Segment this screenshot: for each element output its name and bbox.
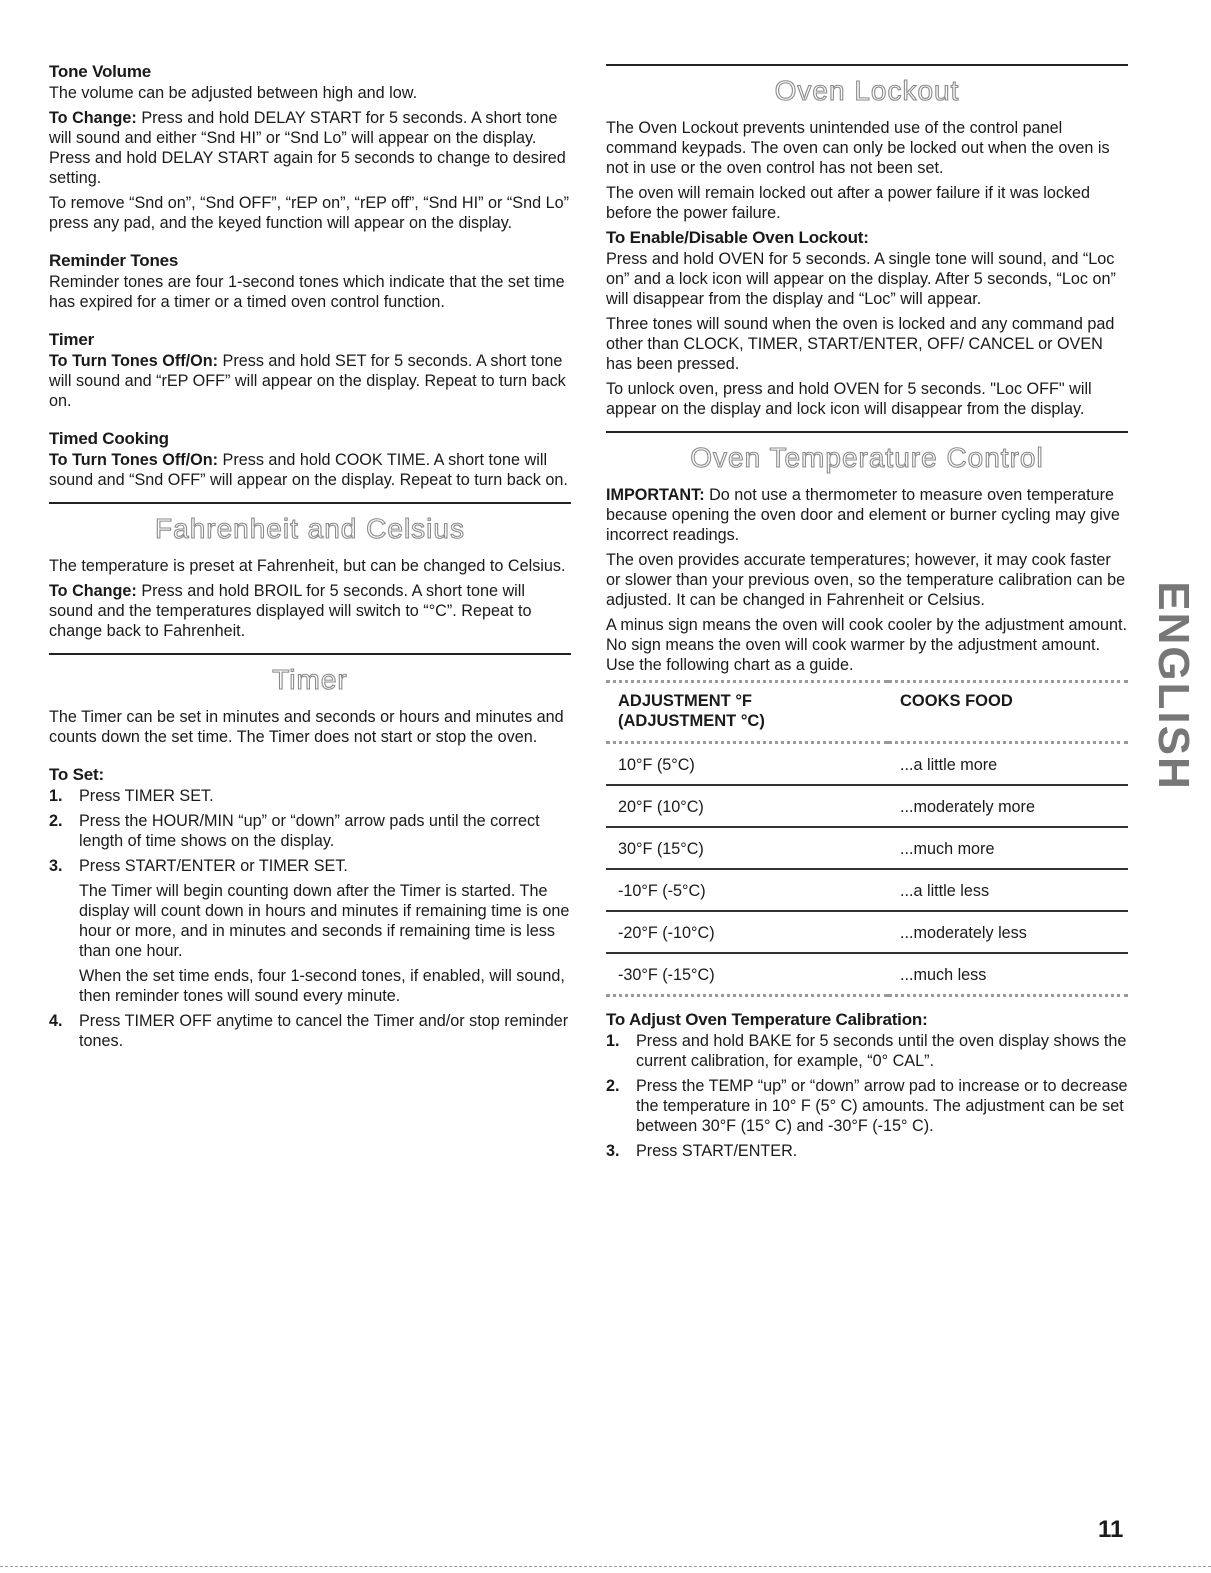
cooks-food-cell: ...a little less [888, 869, 1128, 911]
table-header-row [606, 682, 1128, 743]
cooks-food-cell: ...moderately more [888, 785, 1128, 827]
adjustment-cell: -10°F (-5°C) [606, 869, 888, 911]
step-text: Press START/ENTER. [636, 1142, 798, 1160]
step-text: Press and hold BAKE for 5 seconds until the oven display shows the current calibration, for example, “0° CAL”. [636, 1032, 1127, 1070]
lockout-p1: The Oven Lockout prevents unintended use of the control panel command keypads. The oven can only be locked out when the oven is not in use or the oven control has not been set. [606, 119, 1110, 177]
cooks-food-col-header: COOKS FOOD [888, 682, 1128, 743]
cooks-food-cell: ...moderately less [888, 911, 1128, 953]
list-item [606, 1076, 1128, 1136]
timed-cooking-lead: To Turn Tones Off/On: [49, 451, 219, 469]
adjustment-cell: 30°F (15°C) [606, 827, 888, 869]
reminder-tones-text: Reminder tones are four 1-second tones which indicate that the set time has expired for a timer or a timed oven control function. [49, 273, 565, 311]
page-bottom-edge [0, 1566, 1211, 1567]
cooks-food-cell: ...much less [888, 953, 1128, 996]
lockout-p3: Press and hold OVEN for 5 seconds. A single tone will sound, and “Loc on” and a lock icon will appear on the display. After 5 seconds, “Loc on” will disappear from the display and “Loc” will appear. [606, 250, 1116, 308]
timer-steps [49, 786, 571, 876]
table-row [606, 743, 1128, 786]
step-number: 4. [49, 1012, 63, 1030]
oven-lockout-title: Oven Lockout [774, 75, 960, 106]
timer-intro: The Timer can be set in minutes and seconds or hours and minutes and counts down the set time. The Timer does not start or stop the oven. [49, 708, 564, 746]
lockout-subheading: To Enable/Disable Oven Lockout: [606, 228, 869, 247]
table-row [606, 911, 1128, 953]
left-column [49, 62, 571, 1056]
list-item [49, 811, 571, 851]
step-number: 1. [606, 1032, 620, 1050]
fahrenheit-change-text: Press and hold BROIL for 5 seconds. A short tone will sound and the temperatures displayed will switch to “°C”. Repeat to change back to Fahrenheit. [49, 582, 532, 640]
timed-cooking-body: Press and hold COOK TIME. A short tone will sound and “Snd OFF” will appear on the display. Repeat to turn back on. [49, 451, 568, 489]
list-item [606, 1031, 1128, 1071]
list-item [49, 786, 571, 806]
timer-to-set-heading: To Set: [49, 765, 104, 784]
temp-p2: The oven provides accurate temperatures; however, it may cook faster or slower than your previous oven, so the temperature calibration can be adjusted. It can be changed in Fahrenheit or Celsius. [606, 551, 1126, 609]
fahrenheit-intro: The temperature is preset at Fahrenheit, but can be changed to Celsius. [49, 557, 566, 575]
timer-note-end: When the set time ends, four 1-second tones, if enabled, will sound, then reminder tones will sound every minute. [79, 967, 565, 1005]
step-text: Press the HOUR/MIN “up” or “down” arrow pads until the correct length of time shows on the display. [79, 812, 540, 850]
lockout-p4: Three tones will sound when the oven is locked and any command pad other than CLOCK, TIMER, START/ENTER, OFF/ CANCEL or OVEN has been pressed. [606, 315, 1115, 373]
step-text: Press START/ENTER or TIMER SET. [79, 857, 348, 875]
lockout-p5: To unlock oven, press and hold OVEN for 5 seconds. "Loc OFF" will appear on the display and lock icon will disappear from the display. [606, 380, 1092, 418]
language-tab-label: ENGLISH [1149, 581, 1199, 791]
step-text: Press TIMER SET. [79, 787, 214, 805]
temp-important [606, 485, 1128, 545]
fahrenheit-celsius-title: Fahrenheit and Celsius [155, 513, 465, 544]
timer-tones-heading: Timer [49, 330, 94, 349]
calibration-heading: To Adjust Oven Temperature Calibration: [606, 1010, 928, 1029]
divider [606, 431, 1128, 433]
right-column [606, 62, 1128, 1166]
table-row [606, 785, 1128, 827]
important-text: Do not use a thermometer to measure oven temperature because opening the oven door and element or burner cycling may give incorrect readings. [606, 486, 1120, 544]
cooks-food-cell: ...a little more [888, 743, 1128, 786]
timer-title: Timer [272, 664, 348, 695]
temp-p3: A minus sign means the oven will cook cooler by the adjustment amount. No sign means the oven will cook warmer by the adjustment amount. Use the following chart as a guide. [606, 616, 1127, 674]
divider [606, 64, 1128, 66]
adjustment-cell: 20°F (10°C) [606, 785, 888, 827]
step-number: 2. [606, 1077, 620, 1095]
step-number: 2. [49, 812, 63, 830]
divider [49, 502, 571, 504]
timed-cooking-text [49, 450, 571, 490]
list-item [49, 856, 571, 876]
page-number: 11 [1098, 1516, 1124, 1543]
timer-tones-lead: To Turn Tones Off/On: [49, 352, 219, 370]
language-side-tab [1149, 568, 1199, 804]
fahrenheit-change [49, 581, 571, 641]
adjustment-cell: 10°F (5°C) [606, 743, 888, 786]
timer-tones-text [49, 351, 571, 411]
tone-volume-heading: Tone Volume [49, 62, 152, 81]
step-text: Press the TEMP “up” or “down” arrow pad to increase or to decrease the temperature in 10° F (5° C) amounts. The adjustment can be set between 30°F (15° C) and -30°F (-15° C). [636, 1077, 1128, 1135]
tone-volume-intro: The volume can be adjusted between high and low. [49, 84, 418, 102]
table-row [606, 869, 1128, 911]
list-item [606, 1141, 1128, 1161]
calibration-steps [606, 1031, 1128, 1161]
adjustment-col-header [606, 682, 888, 743]
reminder-tones-heading: Reminder Tones [49, 251, 179, 270]
cooks-food-cell: ...much more [888, 827, 1128, 869]
tone-volume-change-lead: To Change: [49, 109, 137, 127]
adjustment-cell: -30°F (-15°C) [606, 953, 888, 996]
adjustment-cell: -20°F (-10°C) [606, 911, 888, 953]
fahrenheit-change-lead: To Change: [49, 582, 137, 600]
timed-cooking-heading: Timed Cooking [49, 429, 169, 448]
tone-volume-change [49, 108, 571, 188]
adjustment-table [606, 680, 1128, 997]
adjustment-header-f: ADJUSTMENT °F [618, 692, 753, 710]
list-item [49, 1011, 571, 1051]
table-row [606, 953, 1128, 996]
timer-steps-cont [49, 1011, 571, 1051]
tone-volume-change-text: Press and hold DELAY START for 5 seconds. A short tone will sound and either “Snd HI” or “Snd Lo” will appear on the display. Press and hold DELAY START again for 5 seconds to change to desired setting. [49, 109, 566, 187]
step-number: 1. [49, 787, 63, 805]
step-number: 3. [606, 1142, 620, 1160]
adjustment-header-c: (ADJUSTMENT °C) [618, 712, 765, 730]
step-text: Press TIMER OFF anytime to cancel the Timer and/or stop reminder tones. [79, 1012, 569, 1050]
timer-tones-body: Press and hold SET for 5 seconds. A short tone will sound and “rEP OFF” will appear on the display. Repeat to turn back on. [49, 352, 566, 410]
divider [49, 653, 571, 655]
lockout-p2: The oven will remain locked out after a power failure if it was locked before the power failure. [606, 184, 1091, 222]
step-number: 3. [49, 857, 63, 875]
important-lead: IMPORTANT: [606, 486, 705, 504]
tone-volume-remove: To remove “Snd on”, “Snd OFF”, “rEP on”, “rEP off”, “Snd HI” or “Snd Lo” press any pad, and the keyed function will appear on the display. [49, 194, 569, 232]
temp-control-title: Oven Temperature Control [690, 442, 1044, 473]
table-row [606, 827, 1128, 869]
timer-note-countdown: The Timer will begin counting down after the Timer is started. The display will count down in hours and minutes if remaining time is one hour or more, and in minutes and seconds if remaining time is less than one hour. [79, 882, 570, 960]
